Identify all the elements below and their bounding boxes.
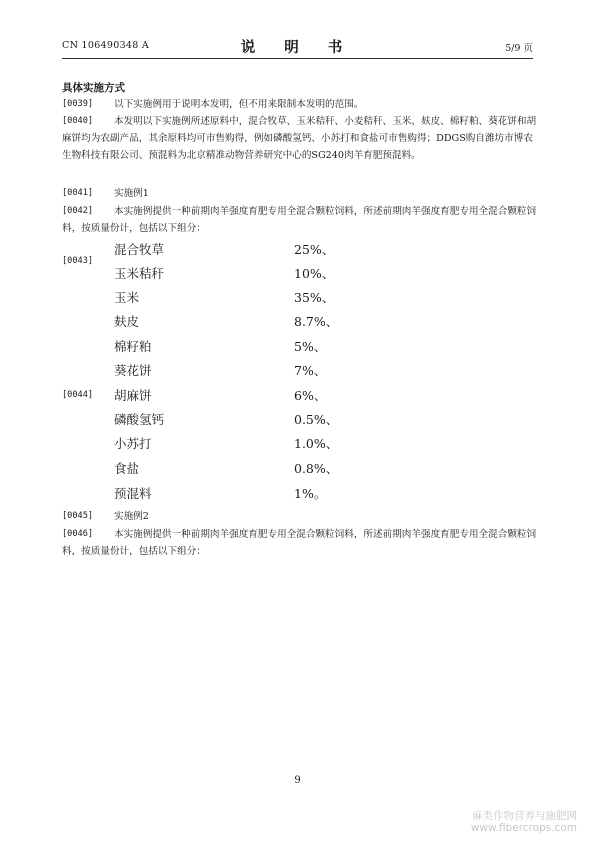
paragraph-number: [0045] [62, 511, 94, 521]
ingredient-percent: 35%、 [294, 290, 335, 305]
ingredient-name: 磷酸氢钙 [114, 412, 165, 427]
paragraph-number: [0042] [62, 206, 94, 216]
ingredient-name: 食盐 [114, 461, 140, 476]
paragraph-text: 以下实施例用于说明本发明，但不用来限制本发明的范围。 [114, 99, 364, 110]
ingredient-name: 葵花饼 [114, 363, 152, 378]
paragraph-text: 实施例1 [114, 188, 149, 199]
paragraph-number-0044: [0044] [62, 390, 94, 400]
section-title: 具体实施方式 [62, 82, 125, 94]
ingredient-percent: 25%、 [294, 242, 335, 257]
ingredient-percent: 1.0%、 [294, 436, 339, 451]
ingredient-name: 麸皮 [114, 314, 140, 329]
page-indicator: 5/9 页 [505, 43, 533, 54]
ingredient-name: 预混料 [114, 486, 152, 501]
paragraph-0039 [62, 96, 537, 113]
patent-number: CN 106490348 A [62, 40, 150, 51]
ingredient-name: 玉米秸秆 [114, 266, 165, 281]
paragraph-number-0043: [0043] [62, 256, 94, 266]
paragraph-text: 本实施例提供一种前期肉羊强度育肥专用全混合颗粒饲料，所述前期肉羊强度育肥专用全混合颗粒饲料，按质量份计，包括以下组分： [62, 529, 537, 557]
paragraph-0042 [62, 203, 537, 237]
ingredient-name: 胡麻饼 [114, 388, 152, 403]
paragraph-0041 [62, 185, 537, 202]
paragraph-text: 本实施例提供一种前期肉羊强度育肥专用全混合颗粒饲料，所述前期肉羊强度育肥专用全混合颗粒饲料，按质量份计，包括以下组分： [62, 206, 537, 234]
paragraph-number: [0039] [62, 99, 94, 109]
ingredient-percent: 5%、 [294, 339, 327, 354]
ingredient-percent: 1%。 [294, 486, 327, 501]
header-divider [62, 58, 533, 59]
paragraph-text: 本发明以下实施例所述原料中，混合牧草、玉米秸秆、小麦秸秆、玉米、麸皮、棉籽粕、葵花饼和胡麻饼均为农副产品，其余原料均可市售购得，例如磷酸氢钙、小苏打和食盐可市售购得；DDGS购自潍坊市博农生物科技有限公司、预混料为北京精准动物营养研究中心的SG240肉羊育肥预混料。 [62, 116, 537, 161]
paragraph-number: [0046] [62, 529, 94, 539]
ingredient-percent: 8.7%、 [294, 314, 339, 329]
ingredient-name: 混合牧草 [114, 242, 165, 257]
ingredient-name: 玉米 [114, 290, 140, 305]
page-header [62, 36, 533, 58]
ingredient-percent: 10%、 [294, 266, 335, 281]
paragraph-0046 [62, 526, 537, 560]
ingredient-name: 小苏打 [114, 436, 152, 451]
ingredient-name: 棉籽粕 [114, 339, 152, 354]
paragraph-number: [0041] [62, 188, 94, 198]
paragraph-text: 实施例2 [114, 511, 149, 522]
paragraph-0040 [62, 113, 537, 164]
ingredient-percent: 0.8%、 [294, 461, 339, 476]
watermark-title: 麻类作物营养与施肥网 [472, 810, 577, 822]
paragraph-0045 [62, 508, 537, 525]
paragraph-number: [0040] [62, 116, 94, 126]
document-title: 说 明 书 [240, 39, 355, 56]
ingredient-percent: 6%、 [294, 388, 327, 403]
watermark-url: www.fibercrops.com [470, 822, 577, 834]
page-number: 9 [294, 775, 301, 786]
ingredient-percent: 7%、 [294, 363, 327, 378]
ingredient-percent: 0.5%、 [294, 412, 339, 427]
